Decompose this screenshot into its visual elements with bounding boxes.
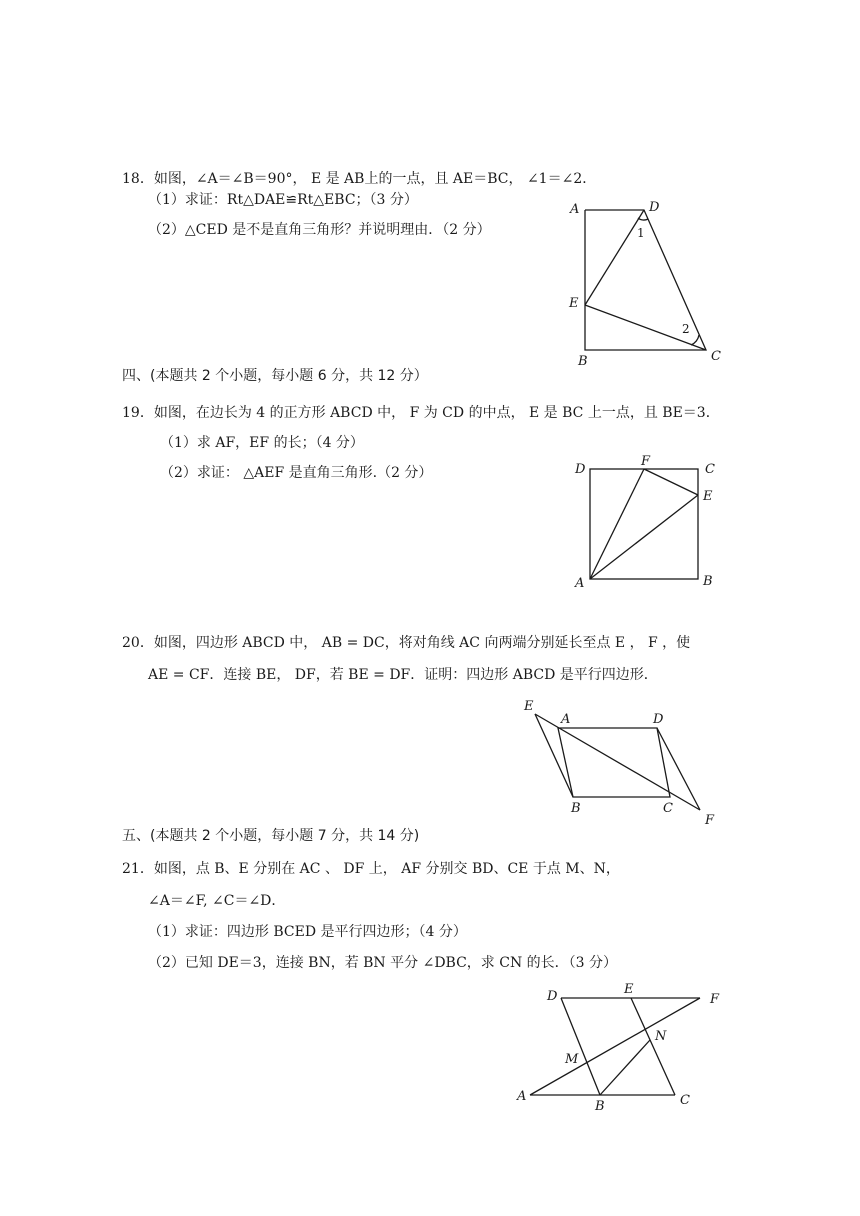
q21-part1: （1）求证：四边形 BCED 是平行四边形；（4 分） — [148, 924, 467, 940]
q18-stem: 18．如图，∠A＝∠B＝90°， E 是 AB上的一点，且 AE＝BC， ∠1＝∠2． — [122, 171, 597, 187]
q20-line1: 20．如图，四边形 ABCD 中， AB = DC，将对角线 AC 向两端分别延长至点 E ， F ，使 — [122, 635, 691, 651]
q20-label-C: C — [663, 801, 673, 816]
q19-part2: （2）求证： △AEF 是直角三角形.（2 分） — [160, 465, 433, 481]
q18-part2: （2）△CED 是不是直角三角形？并说明理由．（2 分） — [148, 222, 491, 238]
q20-label-D: D — [653, 712, 664, 727]
q21-label-M: M — [565, 1052, 579, 1067]
q20-label-A: A — [561, 712, 571, 727]
q19-stem: 19．如图，在边长为 4 的正方形 ABCD 中， F 为 CD 的中点， E 是 BC 上一点，且 BE＝3． — [122, 405, 720, 421]
q19-label-D: D — [575, 462, 586, 477]
section-5-heading: 五、(本题共 2 个小题，每小题 7 分，共 14 分) — [122, 828, 420, 844]
q21-figure — [510, 980, 730, 1115]
q21-label-B: B — [595, 1099, 605, 1114]
q19-label-A: A — [575, 576, 585, 591]
q18-angle2-arc — [691, 335, 699, 345]
q18-segment-ED — [585, 210, 644, 305]
q19-segment-AE — [590, 495, 698, 579]
q19-segment-AF — [590, 469, 644, 579]
q18-label-E: E — [569, 296, 579, 311]
q18-label-D: D — [649, 200, 660, 215]
q21-part2: （2）已知 DE＝3，连接 BN，若 BN 平分 ∠DBC，求 CN 的长．（3 分） — [148, 955, 618, 971]
q19-label-F: F — [641, 454, 651, 469]
q19-figure — [570, 455, 720, 590]
q21-segment-DB — [561, 998, 600, 1095]
q20-figure — [515, 695, 725, 830]
q21-line1: 21．如图，点 B、E 分别在 AC 、 DF 上， AF 分别交 BD、CE 于点 M、N， — [122, 861, 620, 877]
q19-segment-FE — [644, 469, 698, 495]
q18-part1: （1）求证：Rt△DAE≌Rt△EBC；（3 分） — [148, 192, 418, 208]
q21-segment-BN — [600, 1040, 650, 1095]
q21-label-D: D — [547, 989, 558, 1004]
q21-label-A: A — [517, 1089, 527, 1104]
q21-segment-EC — [631, 998, 675, 1095]
q18-label-A: A — [570, 202, 580, 217]
q18-angle1-arc — [638, 218, 648, 220]
q21-segment-AF — [530, 998, 700, 1095]
q19-label-B: B — [703, 574, 713, 589]
q21-line2: ∠A＝∠F, ∠C＝∠D． — [148, 893, 286, 909]
q18-label-1: 1 — [637, 226, 645, 240]
q19-part1: （1）求 AF，EF 的长；（4 分） — [160, 435, 364, 451]
q19-square — [590, 469, 698, 579]
q21-label-N: N — [655, 1029, 667, 1044]
q20-label-E: E — [524, 699, 534, 714]
q20-line2: AE = CF．连接 BE， DF，若 BE = DF．证明：四边形 ABCD 是平行四边形． — [148, 667, 658, 683]
q18-figure — [560, 195, 730, 370]
q19-label-E: E — [703, 489, 713, 504]
q21-label-F: F — [710, 992, 720, 1007]
q21-label-E: E — [624, 982, 634, 997]
section-4-heading: 四、(本题共 2 个小题，每小题 6 分，共 12 分） — [122, 368, 428, 384]
q18-label-C: C — [711, 349, 721, 364]
q18-label-2: 2 — [682, 322, 690, 336]
q18-label-B: B — [578, 354, 588, 369]
q20-quadrilateral-ABCD — [558, 728, 670, 797]
q19-label-C: C — [705, 462, 715, 477]
q20-label-B: B — [571, 801, 581, 816]
q20-label-F: F — [705, 813, 715, 828]
q21-label-C: C — [680, 1093, 690, 1108]
